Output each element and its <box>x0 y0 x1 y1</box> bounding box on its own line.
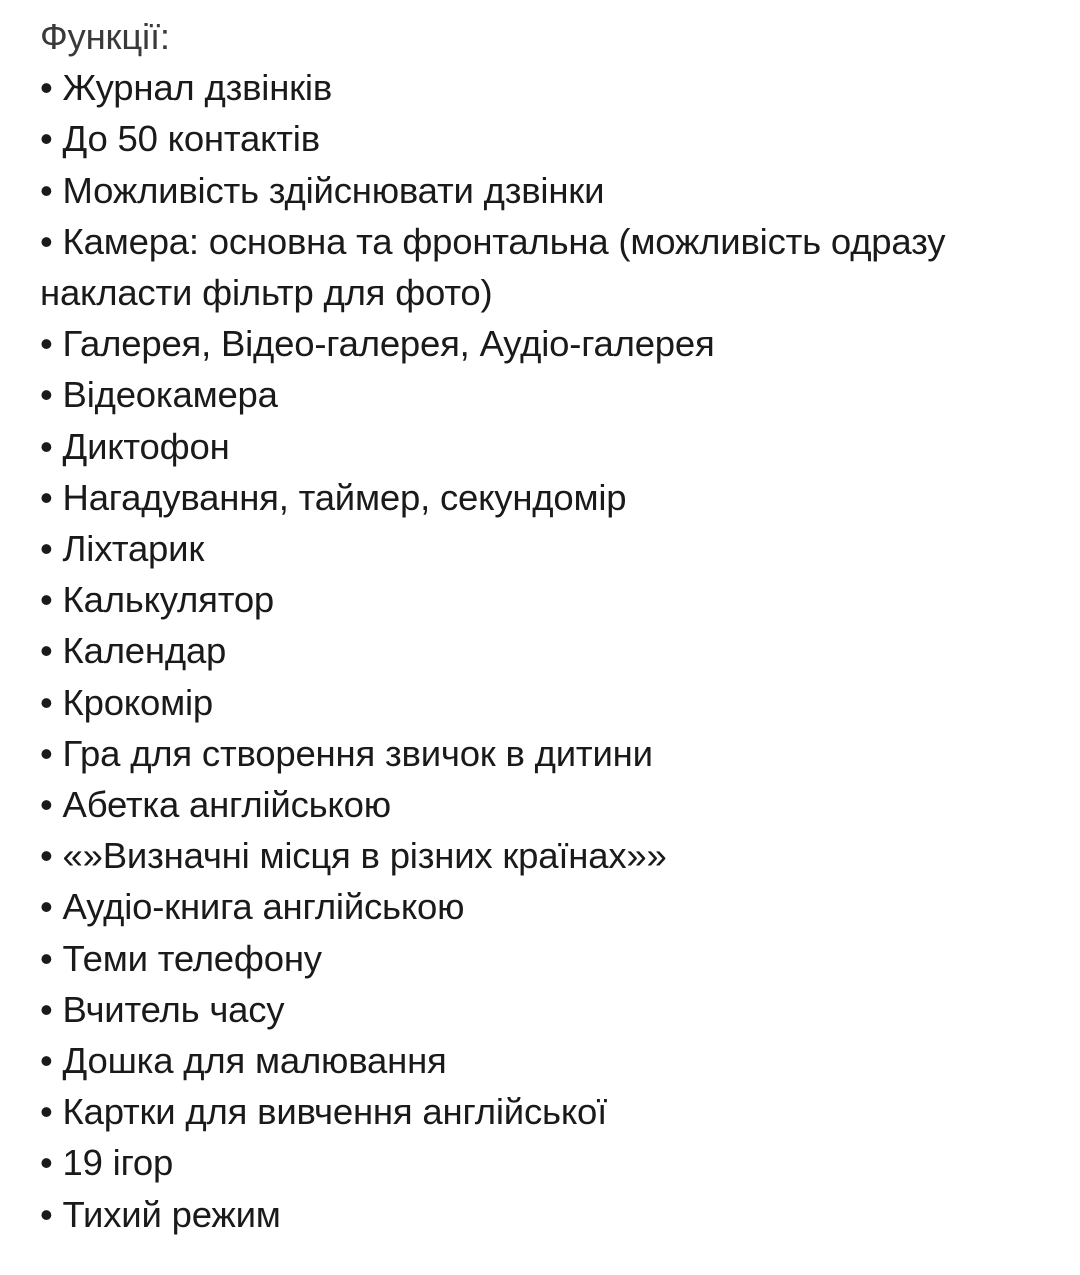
bullet: • <box>40 1193 53 1235</box>
feature-text: Диктофон <box>62 425 230 467</box>
feature-item <box>40 216 1050 318</box>
feature-text: Дошка для малювання <box>62 1040 447 1082</box>
feature-item <box>40 574 1050 625</box>
feature-text: Календар <box>62 630 227 672</box>
feature-item <box>40 625 1050 676</box>
feature-item <box>40 984 1050 1035</box>
feature-item <box>40 1086 1050 1137</box>
feature-text: Можливість здійснювати дзвінки <box>62 169 605 211</box>
features-list <box>40 62 1050 1240</box>
feature-item <box>40 1189 1050 1240</box>
feature-text: Аудіо-книга англійською <box>62 886 465 928</box>
feature-text: Калькулятор <box>62 579 275 621</box>
feature-text: Теми телефону <box>62 937 322 979</box>
feature-item <box>40 1137 1050 1188</box>
feature-text: 19 ігор <box>62 1142 174 1184</box>
feature-item <box>40 421 1050 472</box>
feature-item <box>40 881 1050 932</box>
bullet: • <box>40 220 53 262</box>
bullet: • <box>40 425 53 467</box>
bullet: • <box>40 528 53 570</box>
feature-text: Крокомір <box>62 681 213 723</box>
bullet: • <box>40 579 53 621</box>
feature-item <box>40 830 1050 881</box>
feature-item <box>40 318 1050 369</box>
feature-item <box>40 165 1050 216</box>
bullet: • <box>40 67 53 109</box>
feature-text: Журнал дзвінків <box>62 67 333 109</box>
feature-text: Абетка англійською <box>62 784 391 826</box>
bullet: • <box>40 784 53 826</box>
bullet: • <box>40 937 53 979</box>
bullet: • <box>40 681 53 723</box>
feature-item <box>40 523 1050 574</box>
feature-text: Нагадування, таймер, секундомір <box>62 476 627 518</box>
functions-heading: Функції: <box>40 16 170 57</box>
bullet: • <box>40 476 53 518</box>
bullet: • <box>40 169 53 211</box>
feature-item <box>40 369 1050 420</box>
feature-item <box>40 933 1050 984</box>
bullet: • <box>40 118 53 160</box>
feature-item <box>40 62 1050 113</box>
bullet: • <box>40 886 53 928</box>
feature-item <box>40 113 1050 164</box>
feature-item <box>40 677 1050 728</box>
feature-text: Картки для вивчення англійської <box>62 1091 608 1133</box>
feature-text: Галерея, Відео-галерея, Аудіо-галерея <box>62 323 715 365</box>
feature-item <box>40 728 1050 779</box>
feature-text: Гра для створення звичок в дитини <box>62 732 653 774</box>
bullet: • <box>40 835 53 877</box>
bullet: • <box>40 630 53 672</box>
feature-text: Ліхтарик <box>62 528 205 570</box>
feature-text: Камера: основна та фронтальна (можливість одразу накласти фільтр для фото) <box>40 220 946 314</box>
bullet: • <box>40 1142 53 1184</box>
feature-item <box>40 472 1050 523</box>
bullet: • <box>40 374 53 416</box>
feature-text: Тихий режим <box>62 1193 281 1235</box>
bullet: • <box>40 988 53 1030</box>
feature-item <box>40 779 1050 830</box>
feature-text: До 50 контактів <box>62 118 320 160</box>
bullet: • <box>40 1040 53 1082</box>
feature-text: Вчитель часу <box>62 988 285 1030</box>
document-body <box>40 11 1050 1240</box>
feature-text: Відеокамера <box>62 374 278 416</box>
bullet: • <box>40 323 53 365</box>
bullet: • <box>40 732 53 774</box>
feature-text: «»Визначні місця в різних країнах»» <box>62 835 667 877</box>
bullet: • <box>40 1091 53 1133</box>
feature-item <box>40 1035 1050 1086</box>
